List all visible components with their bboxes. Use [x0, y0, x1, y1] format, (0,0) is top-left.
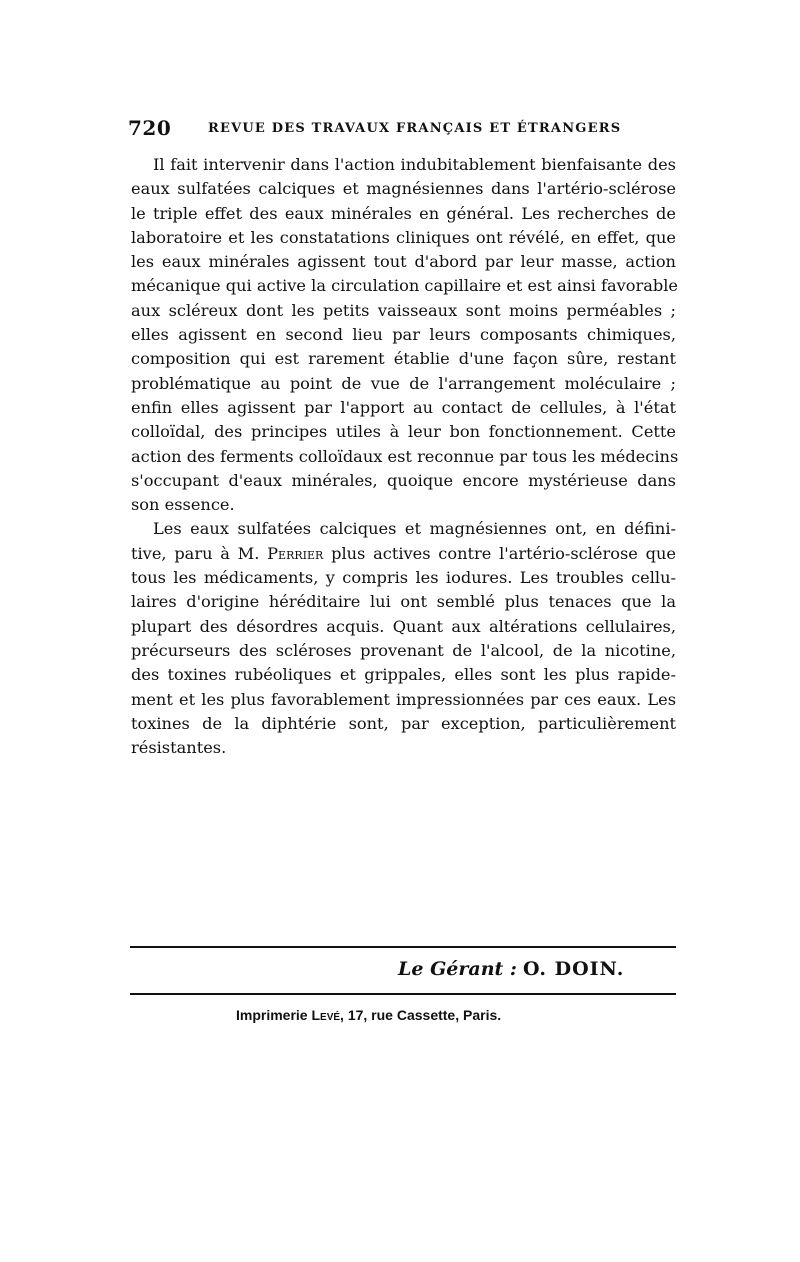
text-line: aux scléreux dont les petits vaisseaux sont moins perméables ;: [131, 300, 676, 320]
text-line: [131, 542, 676, 566]
text-fragment: tive, paru à M.: [131, 543, 268, 563]
text-line: mécanique qui active la circulation capillaire et est ainsi favorable: [131, 276, 679, 296]
text-line: les eaux minérales agissent tout d'abord par leur masse, action: [131, 252, 676, 272]
text-line: plupart des désordres acquis. Quant aux altérations cellulaires,: [131, 616, 676, 636]
signature: [398, 958, 624, 980]
text-line: résistantes.: [131, 738, 227, 758]
text-fragment: plus actives contre l'artério-sclérose que: [323, 543, 676, 563]
text-line: eaux sulfatées calciques et magnésiennes dans l'artério-sclérose: [131, 179, 676, 199]
imprint-suffix: , 17, rue Cassette, Paris.: [340, 1007, 502, 1023]
text-line: précurseurs des scléroses provenant de l'alcool, de la nicotine,: [131, 640, 676, 660]
imprint-name: Levé: [311, 1007, 341, 1023]
author-name: Perrier: [267, 543, 324, 563]
text-line: des toxines rubéoliques et grippales, elles sont les plus rapide-: [131, 665, 676, 685]
printer-imprint: [236, 1007, 501, 1023]
text-line: le triple effet des eaux minérales en général. Les recherches de: [131, 203, 676, 223]
page-number: 720: [128, 116, 172, 140]
text-line: tous les médicaments, y compris les iodures. Les troubles cellu-: [131, 568, 676, 588]
text-line: ment et les plus favorablement impressionnées par ces eaux. Les: [131, 689, 676, 709]
text-line: laboratoire et les constatations cliniques ont révélé, en effet, que: [131, 227, 676, 247]
text-line: composition qui est rarement établie d'une façon sûre, restant: [131, 349, 676, 369]
divider-rule: [130, 946, 676, 948]
text-line: elles agissent en second lieu par leurs composants chimiques,: [131, 325, 676, 345]
text-line: s'occupant d'eaux minérales, quoique encore mystérieuse dans: [131, 470, 676, 490]
text-line: laires d'origine héréditaire lui ont semblé plus tenaces que la: [131, 592, 676, 612]
text-line: problématique au point de vue de l'arrangement moléculaire ;: [131, 373, 676, 393]
article-body: [131, 153, 679, 760]
running-head: REVUE DES TRAVAUX FRANÇAIS ET ÉTRANGERS: [208, 121, 622, 136]
text-line: Les eaux sulfatées calciques et magnésiennes ont, en défini-: [153, 519, 676, 539]
text-line: action des ferments colloïdaux est reconnue par tous les médecins: [131, 446, 679, 466]
text-line: enfin elles agissent par l'apport au contact de cellules, à l'état: [131, 397, 676, 417]
imprint-prefix: Imprimerie: [236, 1007, 312, 1023]
signature-name: O. DOIN.: [522, 958, 625, 980]
text-line: son essence.: [131, 495, 235, 515]
signature-title: Le Gérant :: [398, 958, 517, 980]
text-line: toxines de la diphtérie sont, par exception, particulièrement: [131, 713, 676, 733]
divider-rule: [130, 993, 676, 995]
text-line: colloïdal, des principes utiles à leur bon fonctionnement. Cette: [131, 422, 676, 442]
text-line: Il fait intervenir dans l'action indubitablement bienfaisante des: [153, 155, 676, 174]
